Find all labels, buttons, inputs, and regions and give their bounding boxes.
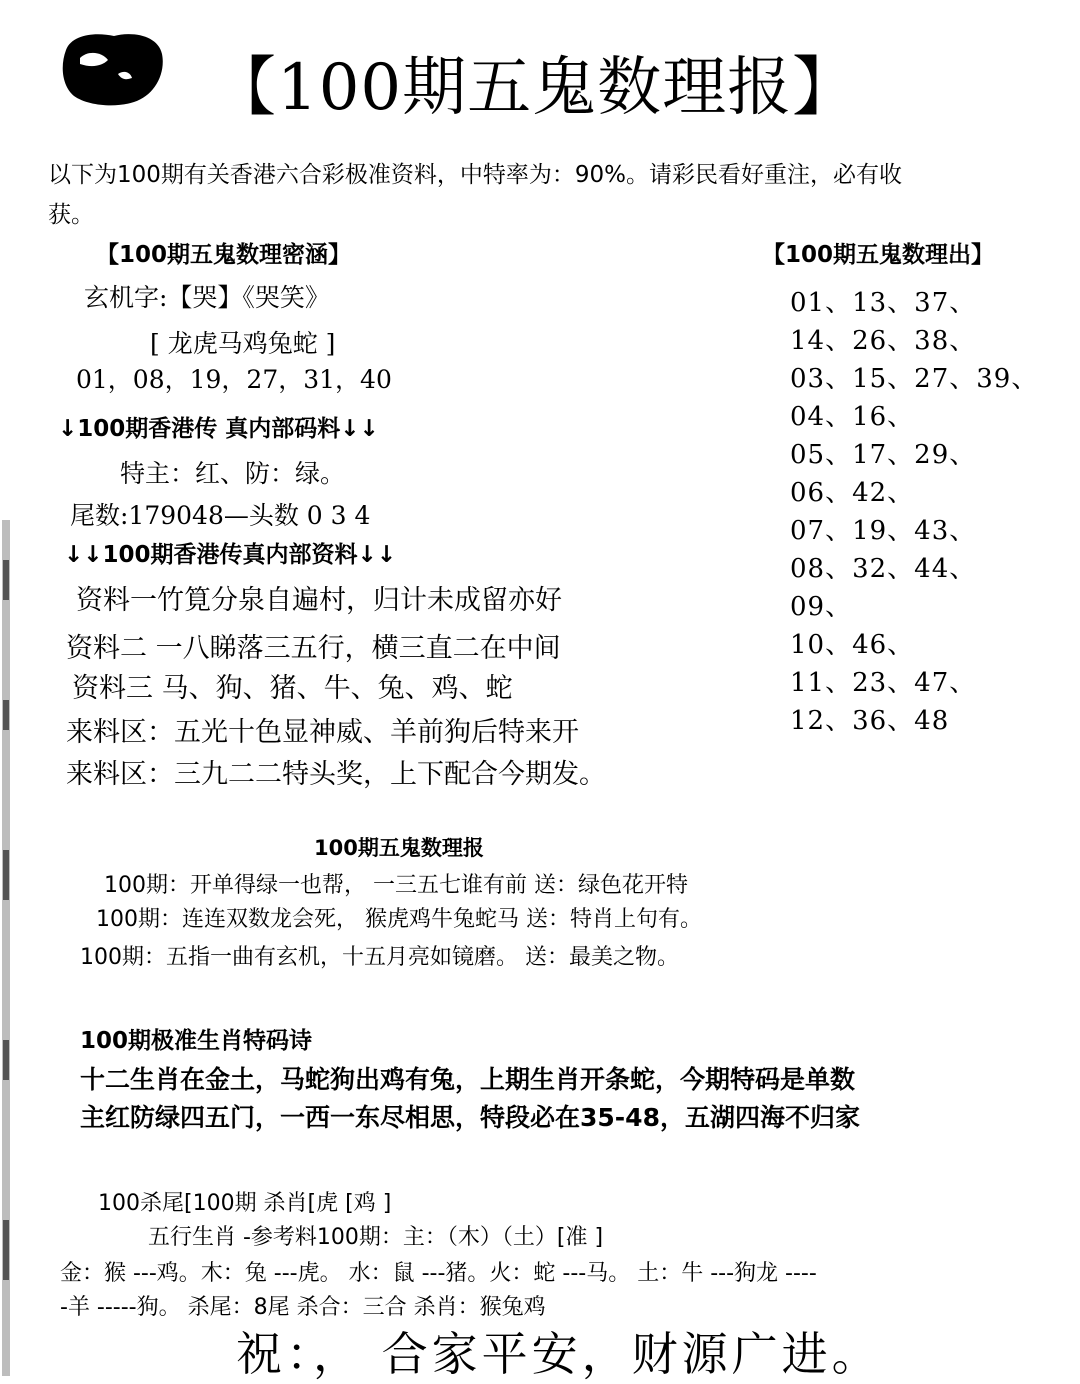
poem-title: 100期极准生肖特码诗: [80, 1028, 313, 1054]
middle-line-1: 100期：开单得绿一也帮， 一三五七谁有前 送：绿色花开特: [104, 873, 688, 898]
page-title: 【100期五鬼数理报】: [212, 51, 858, 125]
intro-line-1: 以下为100期有关香港六合彩极准资料，中特率为：90%。请彩民看好重注，必有收: [48, 162, 903, 188]
number-row: 14、26、38、: [790, 326, 977, 356]
hk-code-title: ↓100期香港传 真内部码料↓↓: [58, 416, 379, 442]
number-row: 09、: [790, 592, 853, 622]
number-row: 07、19、43、: [790, 516, 977, 546]
number-row: 04、16、: [790, 402, 915, 432]
poem-line-1: 十二生肖在金土，马蛇狗出鸡有兔，上期生肖开条蛇，今期特码是单数: [80, 1065, 856, 1094]
elements-zodiac-line: 金：猴 ---鸡。木：兔 ---虎。 水：鼠 ---猪。火：蛇 ---马。 土：牛 ---狗龙 ----: [60, 1261, 817, 1286]
intro-line-2: 获。: [48, 202, 94, 228]
number-row: 05、17、29、: [790, 440, 977, 470]
hk-data-title: ↓↓100期香港传真内部资料↓↓: [64, 542, 397, 568]
newspaper-logo: [58, 30, 166, 110]
middle-title: 100期五鬼数理报: [314, 836, 484, 860]
ziliao-2: 资料二 一八睇落三五行，横三直二在中间: [66, 633, 561, 664]
kill-tail-line: 100杀尾[100期 杀肖[虎 [鸡 ]: [98, 1191, 392, 1216]
poem-line-2: 主红防绿四五门，一西一东尽相思，特段必在35-48，五湖四海不归家: [80, 1103, 860, 1132]
right-section-title: 【100期五鬼数理出】: [762, 242, 995, 268]
ziliao-1: 资料一竹筧分泉自遍村，归计未成留亦好: [76, 585, 562, 616]
number-row: 01、13、37、: [790, 288, 977, 318]
kill-summary-line: -羊 -----狗。 杀尾：8尾 杀合：三合 杀肖：猴兔鸡: [60, 1295, 546, 1320]
number-row: 11、23、47、: [790, 668, 977, 698]
left-section-title: 【100期五鬼数理密涵】: [96, 242, 352, 268]
lucky-numbers: 01，08，19，27，31，40: [76, 365, 392, 394]
ziliao-3: 资料三 马、狗、猪、牛、兔、鸡、蛇: [72, 673, 513, 704]
number-row: 10、46、: [790, 630, 915, 660]
laili-2: 来料区：三九二二特头奖，上下配合今期发。: [66, 759, 606, 790]
laili-1: 来料区：五光十色显神威、羊前狗后特来开: [66, 717, 579, 748]
five-elements-line: 五行生肖 -参考料100期：主：（木）（土）[准 ]: [148, 1225, 604, 1250]
side-watermark-strip: [0, 520, 14, 1376]
tail-numbers-line: 尾数:179048—头数 0 3 4: [70, 501, 371, 530]
number-row: 12、36、48: [790, 706, 950, 736]
animal-group: [ 龙虎马鸡兔蛇 ]: [150, 329, 336, 358]
te-zhu-line: 特主：红、防：绿。: [120, 459, 346, 488]
number-row: 06、42、: [790, 478, 915, 508]
xuanji-text: 玄机字:【哭】《哭笑》: [84, 283, 330, 312]
middle-line-2: 100期：连连双数龙会死， 猴虎鸡牛兔蛇马 送：特肖上句有。: [96, 907, 702, 932]
blessing-footer: 祝：， 合家平安，财源广进。: [236, 1327, 882, 1381]
number-row: 08、32、44、: [790, 554, 977, 584]
number-row: 03、15、27、39、: [790, 364, 1039, 394]
middle-line-3: 100期：五指一曲有玄机，十五月亮如镜磨。 送：最美之物。: [80, 945, 679, 970]
